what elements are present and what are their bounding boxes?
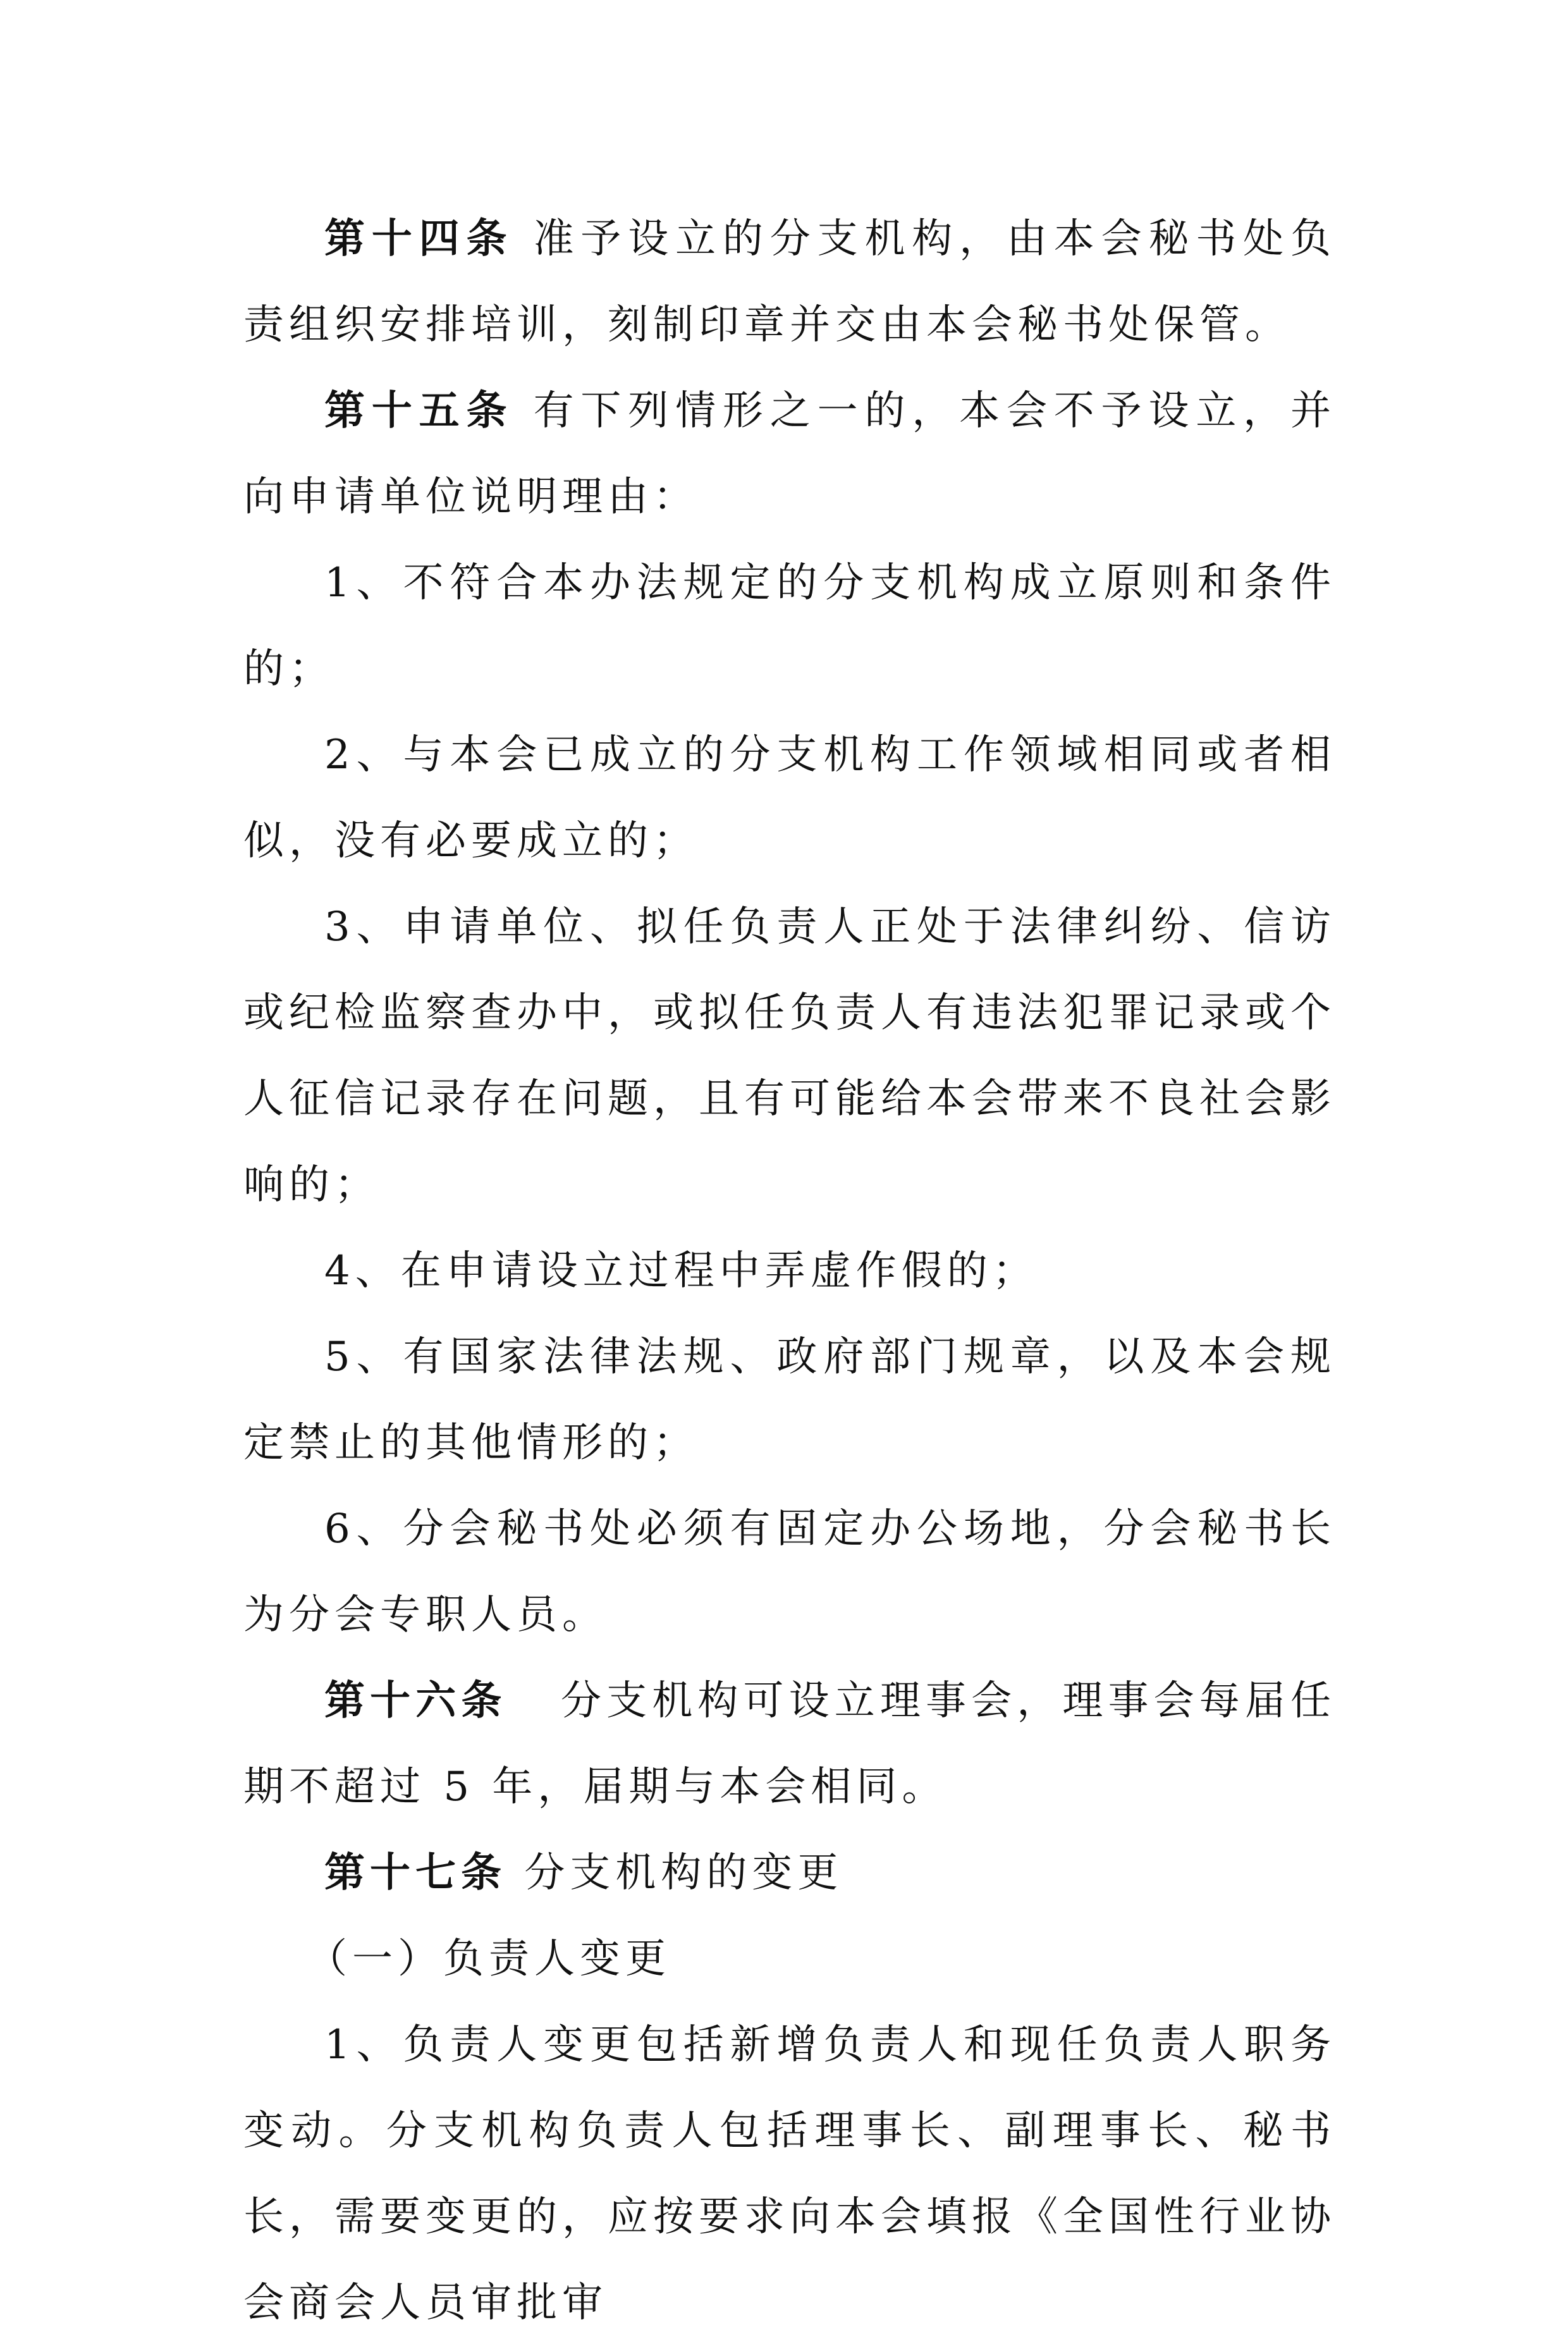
article-14-paragraph bbox=[243, 196, 1336, 368]
article-17-subsection-1: （一）负责人变更 bbox=[307, 1936, 671, 1982]
article-15-heading: 第十五条 bbox=[324, 388, 514, 434]
article-17-heading: 第十七条 bbox=[324, 1850, 506, 1896]
article-15-item-4: 4、在申请设立过程中弄虚作假的； bbox=[324, 1248, 1038, 1294]
article-17-paragraph bbox=[243, 1830, 1336, 1916]
article-17-item-1: 1、负责人变更包括新增负责人和现任负责人职务变动。分支机构负责人包括理事长、副理事长、秘书长，需要变更的，应按要求向本会填报《全国性行业协会商会人员审批审 bbox=[243, 2022, 1336, 2326]
article-14-text: 准予设立的分支机构，由本会秘书处负责组织安排培训，刻制印章并交由本会秘书处保管。 bbox=[243, 216, 1337, 348]
article-16-text: 分支机构可设立理事会，理事会每届任期不超过 5 年，届期与本会相同。 bbox=[243, 1678, 1337, 1810]
article-17-text: 分支机构的变更 bbox=[524, 1850, 843, 1896]
article-16-paragraph bbox=[243, 1658, 1336, 1830]
article-15-text: 有下列情形之一的，本会不予设立，并向申请单位说明理由： bbox=[243, 388, 1337, 520]
article-15-item-5: 5、有国家法律法规、政府部门规章，以及本会规定禁止的其他情形的； bbox=[243, 1334, 1336, 1466]
article-14-heading: 第十四条 bbox=[324, 216, 514, 262]
article-15-item-3: 3、申请单位、拟任负责人正处于法律纠纷、信访或纪检监察查办中，或拟任负责人有违法犯罪记录或个人征信记录存在问题，且有可能给本会带来不良社会影响的； bbox=[243, 904, 1336, 1208]
article-15-item-2: 2、与本会已成立的分支机构工作领域相同或者相似，没有必要成立的； bbox=[243, 732, 1336, 864]
document-body bbox=[243, 196, 1336, 2346]
article-15-paragraph bbox=[243, 368, 1336, 540]
article-15-item-1: 1、不符合本办法规定的分支机构成立原则和条件的； bbox=[243, 560, 1336, 692]
article-16-heading: 第十六条 bbox=[324, 1678, 507, 1724]
article-15-item-6: 6、分会秘书处必须有固定办公场地，分会秘书长为分会专职人员。 bbox=[243, 1506, 1336, 1638]
